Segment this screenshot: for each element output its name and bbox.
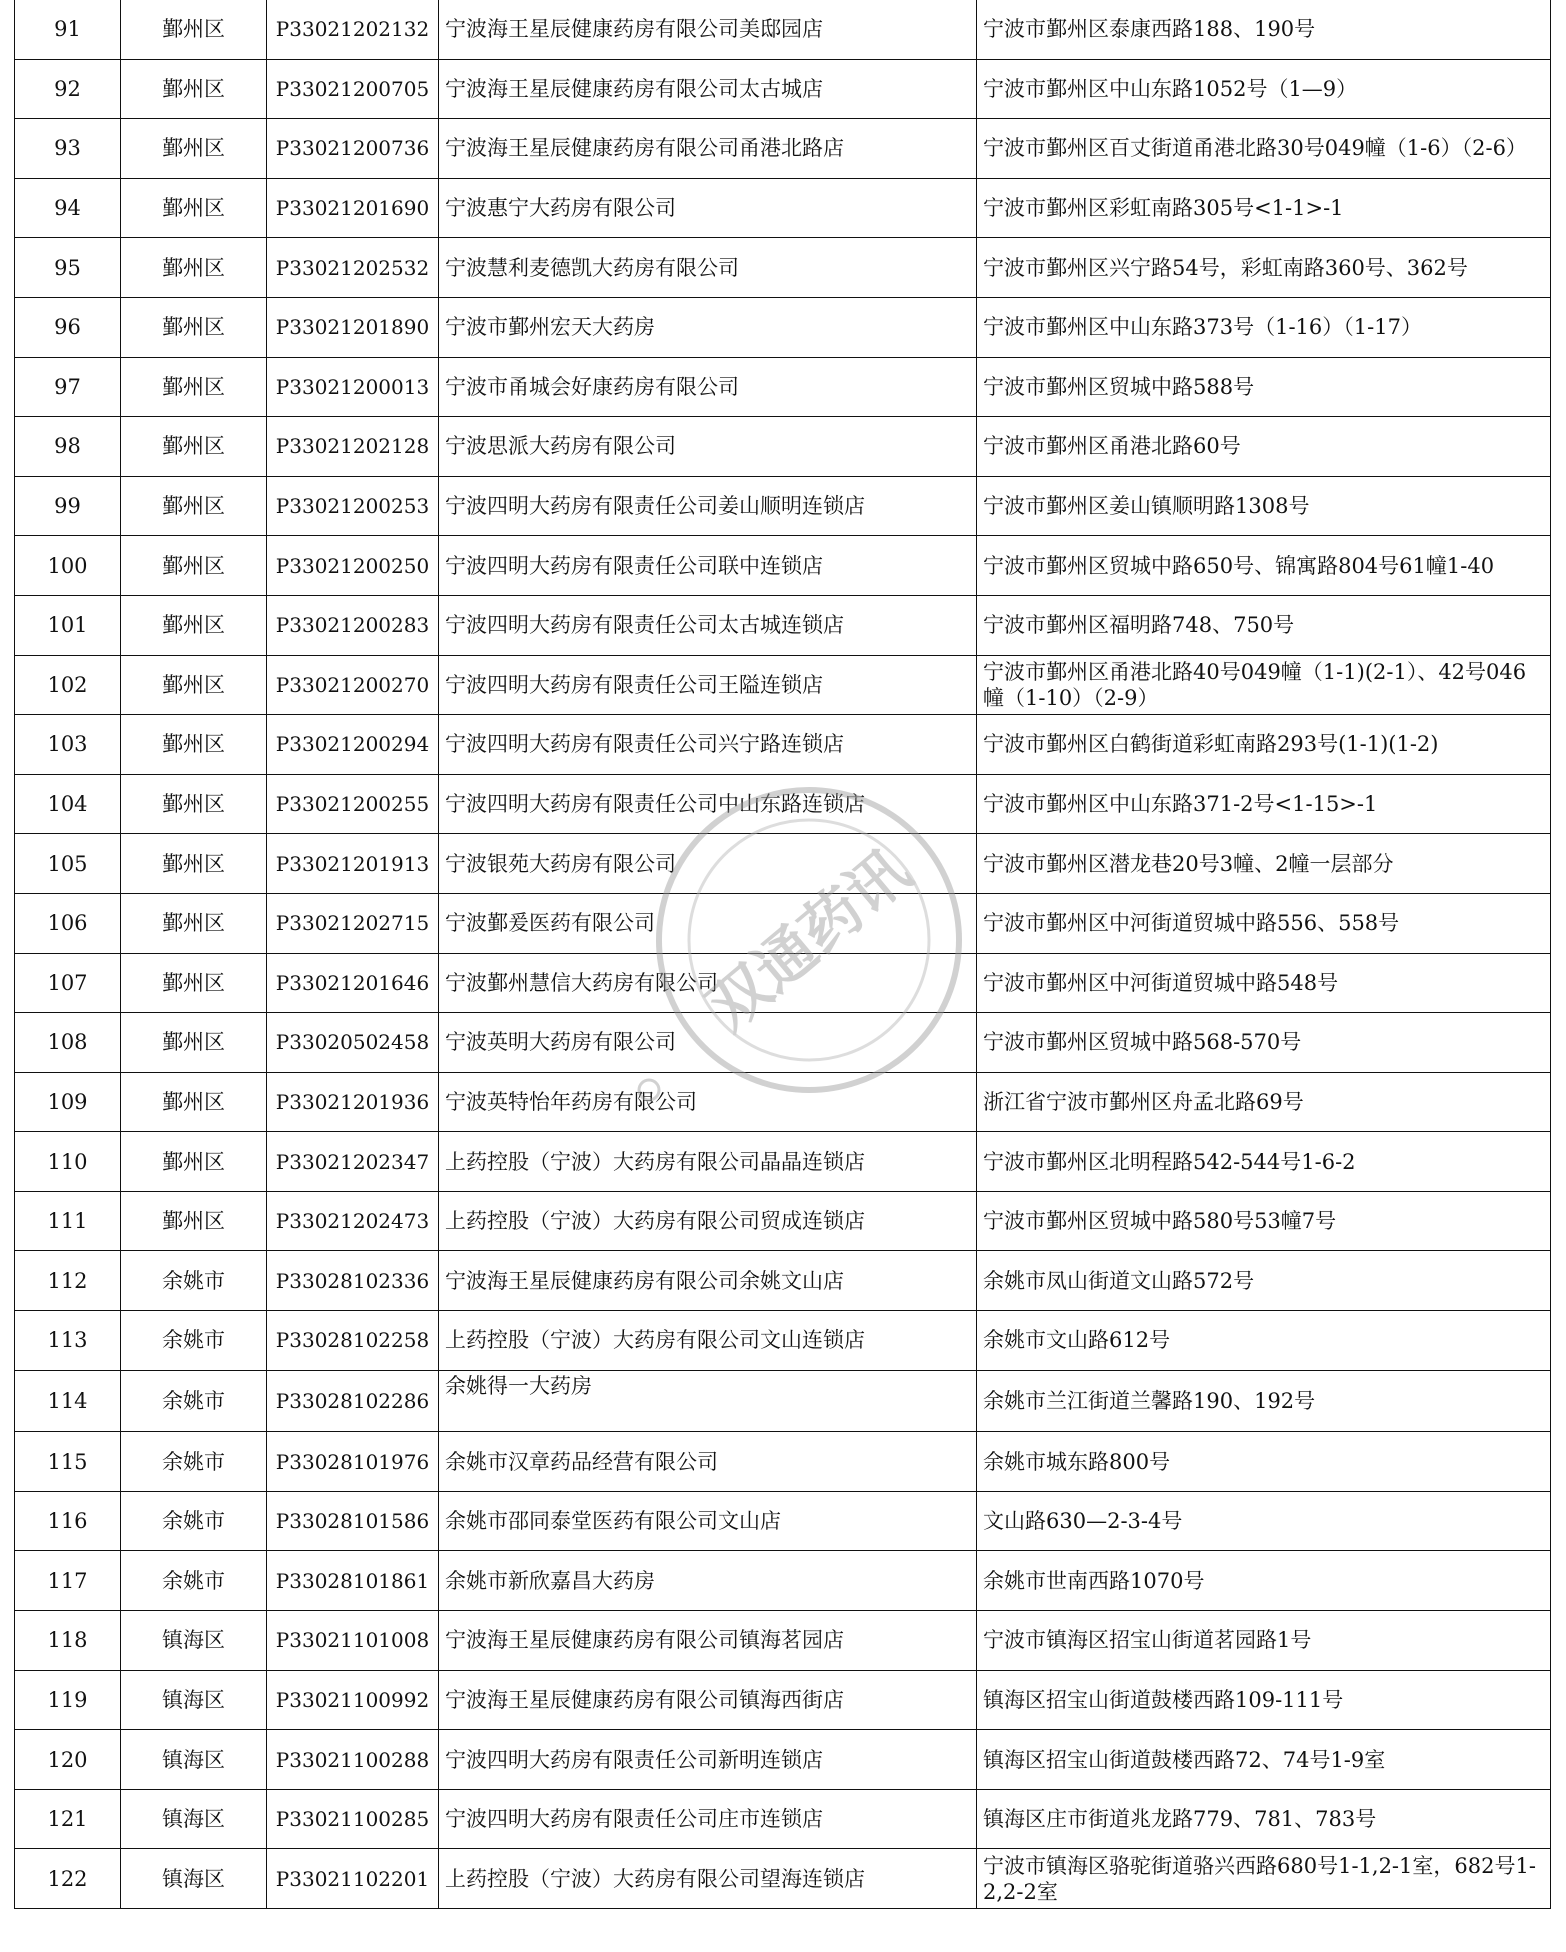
- row-address: 宁波市鄞州区贸城中路580号53幢7号: [977, 1191, 1551, 1251]
- row-license-code: P33021202532: [267, 238, 439, 298]
- row-license-code: P33028102286: [267, 1370, 439, 1432]
- row-license-code: P33021200255: [267, 774, 439, 834]
- row-district: 镇海区: [121, 1849, 267, 1909]
- row-address: 宁波市镇海区招宝山街道茗园路1号: [977, 1611, 1551, 1671]
- row-license-code: P33028101861: [267, 1551, 439, 1611]
- row-license-code: P33021200705: [267, 59, 439, 119]
- row-number: 99: [15, 476, 121, 536]
- row-pharmacy-name: 宁波市甬城会好康药房有限公司: [439, 357, 977, 417]
- table-row: [15, 0, 1551, 59]
- row-address: 宁波市鄞州区姜山镇顺明路1308号: [977, 476, 1551, 536]
- table-row: [15, 297, 1551, 357]
- row-pharmacy-name: 宁波鄞州慧信大药房有限公司: [439, 953, 977, 1013]
- row-license-code: P33021200283: [267, 595, 439, 655]
- row-license-code: P33021102201: [267, 1849, 439, 1909]
- table-row: [15, 953, 1551, 1013]
- row-address: 余姚市凤山街道文山路572号: [977, 1251, 1551, 1311]
- row-license-code: P33021202473: [267, 1191, 439, 1251]
- row-number: 105: [15, 834, 121, 894]
- row-number: 94: [15, 178, 121, 238]
- row-district: 余姚市: [121, 1251, 267, 1311]
- row-pharmacy-name: 宁波四明大药房有限责任公司太古城连锁店: [439, 595, 977, 655]
- table-row: [15, 1013, 1551, 1073]
- row-district: 鄞州区: [121, 238, 267, 298]
- row-district: 鄞州区: [121, 297, 267, 357]
- row-address: 浙江省宁波市鄞州区舟孟北路69号: [977, 1072, 1551, 1132]
- row-district: 鄞州区: [121, 774, 267, 834]
- row-pharmacy-name: 宁波四明大药房有限责任公司王隘连锁店: [439, 655, 977, 715]
- row-number: 119: [15, 1670, 121, 1730]
- row-license-code: P33021201646: [267, 953, 439, 1013]
- row-pharmacy-name: 宁波英特怡年药房有限公司: [439, 1072, 977, 1132]
- table-row: [15, 1370, 1551, 1432]
- row-number: 98: [15, 417, 121, 477]
- row-pharmacy-name: 宁波海王星辰健康药房有限公司镇海西街店: [439, 1670, 977, 1730]
- row-pharmacy-name: 上药控股（宁波）大药房有限公司望海连锁店: [439, 1849, 977, 1909]
- row-address: 余姚市文山路612号: [977, 1311, 1551, 1371]
- table-row: [15, 1132, 1551, 1192]
- row-number: 106: [15, 893, 121, 953]
- row-pharmacy-name: 宁波鄞爰医药有限公司: [439, 893, 977, 953]
- row-district: 鄞州区: [121, 834, 267, 894]
- row-pharmacy-name: 宁波四明大药房有限责任公司兴宁路连锁店: [439, 715, 977, 775]
- row-address: 宁波市鄞州区中河街道贸城中路548号: [977, 953, 1551, 1013]
- table-row: [15, 1611, 1551, 1671]
- row-address: 宁波市鄞州区贸城中路588号: [977, 357, 1551, 417]
- row-number: 113: [15, 1311, 121, 1371]
- row-license-code: P33021100288: [267, 1730, 439, 1790]
- row-license-code: P33021201913: [267, 834, 439, 894]
- row-district: 鄞州区: [121, 1191, 267, 1251]
- row-district: 鄞州区: [121, 59, 267, 119]
- table-row: [15, 655, 1551, 715]
- row-number: 120: [15, 1730, 121, 1790]
- row-district: 镇海区: [121, 1730, 267, 1790]
- table-row: [15, 1072, 1551, 1132]
- row-address: 宁波市鄞州区白鹤街道彩虹南路293号(1-1)(1-2): [977, 715, 1551, 775]
- row-district: 鄞州区: [121, 536, 267, 596]
- row-address: 宁波市鄞州区甬港北路40号049幢（1-1)(2-1）、42号046幢（1-10）（2-9）: [977, 655, 1551, 715]
- row-district: 鄞州区: [121, 715, 267, 775]
- row-license-code: P33021201890: [267, 297, 439, 357]
- row-license-code: P33021101008: [267, 1611, 439, 1671]
- row-address: 宁波市鄞州区福明路748、750号: [977, 595, 1551, 655]
- table-row: [15, 1849, 1551, 1909]
- row-district: 镇海区: [121, 1789, 267, 1849]
- row-district: 余姚市: [121, 1311, 267, 1371]
- table-row: [15, 834, 1551, 894]
- row-address: 宁波市镇海区骆驼街道骆兴西路680号1-1,2-1室，682号1-2,2-2室: [977, 1849, 1551, 1909]
- row-license-code: P33021200270: [267, 655, 439, 715]
- row-number: 111: [15, 1191, 121, 1251]
- row-number: 121: [15, 1789, 121, 1849]
- row-district: 鄞州区: [121, 178, 267, 238]
- row-district: 鄞州区: [121, 655, 267, 715]
- row-district: 鄞州区: [121, 1072, 267, 1132]
- row-district: 鄞州区: [121, 119, 267, 179]
- row-license-code: P33021100285: [267, 1789, 439, 1849]
- row-number: 104: [15, 774, 121, 834]
- row-pharmacy-name: 宁波海王星辰健康药房有限公司太古城店: [439, 59, 977, 119]
- row-address: 宁波市鄞州区甬港北路60号: [977, 417, 1551, 477]
- row-number: 91: [15, 0, 121, 59]
- row-number: 96: [15, 297, 121, 357]
- row-number: 108: [15, 1013, 121, 1073]
- table-row: [15, 893, 1551, 953]
- table-row: [15, 59, 1551, 119]
- row-license-code: P33021200253: [267, 476, 439, 536]
- row-pharmacy-name: 上药控股（宁波）大药房有限公司文山连锁店: [439, 1311, 977, 1371]
- row-license-code: P33028102336: [267, 1251, 439, 1311]
- table-row: [15, 595, 1551, 655]
- row-district: 鄞州区: [121, 893, 267, 953]
- row-pharmacy-name: 宁波惠宁大药房有限公司: [439, 178, 977, 238]
- row-pharmacy-name: 余姚市汉章药品经营有限公司: [439, 1432, 977, 1492]
- row-district: 余姚市: [121, 1370, 267, 1432]
- row-district: 鄞州区: [121, 357, 267, 417]
- row-license-code: P33021202128: [267, 417, 439, 477]
- row-number: 101: [15, 595, 121, 655]
- row-district: 鄞州区: [121, 1013, 267, 1073]
- row-pharmacy-name: 余姚得一大药房: [439, 1370, 977, 1432]
- row-license-code: P33021200294: [267, 715, 439, 775]
- row-pharmacy-name: 宁波四明大药房有限责任公司中山东路连锁店: [439, 774, 977, 834]
- row-address: 余姚市世南西路1070号: [977, 1551, 1551, 1611]
- row-number: 93: [15, 119, 121, 179]
- table-row: [15, 357, 1551, 417]
- row-address: 宁波市鄞州区中山东路1052号（1—9）: [977, 59, 1551, 119]
- row-address: 余姚市城东路800号: [977, 1432, 1551, 1492]
- row-address: 宁波市鄞州区北明程路542-544号1-6-2: [977, 1132, 1551, 1192]
- row-address: 宁波市鄞州区兴宁路54号，彩虹南路360号、362号: [977, 238, 1551, 298]
- pharmacy-list-page: [14, 0, 1550, 1909]
- table-row: [15, 1551, 1551, 1611]
- row-address: 镇海区招宝山街道鼓楼西路109-111号: [977, 1670, 1551, 1730]
- row-pharmacy-name: 宁波银苑大药房有限公司: [439, 834, 977, 894]
- table-row: [15, 1311, 1551, 1371]
- row-number: 116: [15, 1491, 121, 1551]
- row-pharmacy-name: 余姚市新欣嘉昌大药房: [439, 1551, 977, 1611]
- row-number: 95: [15, 238, 121, 298]
- table-row: [15, 119, 1551, 179]
- row-number: 107: [15, 953, 121, 1013]
- row-address: 宁波市鄞州区潜龙巷20号3幢、2幢一层部分: [977, 834, 1551, 894]
- row-license-code: P33021202347: [267, 1132, 439, 1192]
- row-number: 117: [15, 1551, 121, 1611]
- table-row: [15, 774, 1551, 834]
- row-address: 宁波市鄞州区泰康西路188、190号: [977, 0, 1551, 59]
- table-row: [15, 1491, 1551, 1551]
- row-district: 鄞州区: [121, 417, 267, 477]
- row-number: 112: [15, 1251, 121, 1311]
- row-license-code: P33021202132: [267, 0, 439, 59]
- table-row: [15, 1730, 1551, 1790]
- row-license-code: P33021201936: [267, 1072, 439, 1132]
- row-number: 97: [15, 357, 121, 417]
- table-row: [15, 1789, 1551, 1849]
- row-number: 102: [15, 655, 121, 715]
- row-address: 宁波市鄞州区彩虹南路305号<1-1>-1: [977, 178, 1551, 238]
- row-address: 宁波市鄞州区中山东路371-2号<1-15>-1: [977, 774, 1551, 834]
- row-license-code: P33021202715: [267, 893, 439, 953]
- row-district: 镇海区: [121, 1670, 267, 1730]
- table-row: [15, 417, 1551, 477]
- row-number: 100: [15, 536, 121, 596]
- row-number: 92: [15, 59, 121, 119]
- table-row: [15, 1432, 1551, 1492]
- row-pharmacy-name: 宁波海王星辰健康药房有限公司甬港北路店: [439, 119, 977, 179]
- row-license-code: P33028101976: [267, 1432, 439, 1492]
- row-license-code: P33021200736: [267, 119, 439, 179]
- row-pharmacy-name: 宁波海王星辰健康药房有限公司镇海茗园店: [439, 1611, 977, 1671]
- row-district: 鄞州区: [121, 595, 267, 655]
- pharmacy-table: [14, 0, 1551, 1909]
- row-address: 镇海区招宝山街道鼓楼西路72、74号1-9室: [977, 1730, 1551, 1790]
- row-number: 122: [15, 1849, 121, 1909]
- table-row: [15, 1251, 1551, 1311]
- row-district: 镇海区: [121, 1611, 267, 1671]
- watermark-text: 双通药讯: [694, 836, 924, 1044]
- row-pharmacy-name: 上药控股（宁波）大药房有限公司晶晶连锁店: [439, 1132, 977, 1192]
- row-number: 115: [15, 1432, 121, 1492]
- row-pharmacy-name: 余姚市邵同泰堂医药有限公司文山店: [439, 1491, 977, 1551]
- row-address: 余姚市兰江街道兰馨路190、192号: [977, 1370, 1551, 1432]
- row-district: 鄞州区: [121, 476, 267, 536]
- row-address: 镇海区庄市街道兆龙路779、781、783号: [977, 1789, 1551, 1849]
- row-license-code: P33021100992: [267, 1670, 439, 1730]
- row-number: 103: [15, 715, 121, 775]
- row-district: 余姚市: [121, 1432, 267, 1492]
- row-district: 余姚市: [121, 1491, 267, 1551]
- row-number: 114: [15, 1370, 121, 1432]
- row-pharmacy-name: 宁波四明大药房有限责任公司联中连锁店: [439, 536, 977, 596]
- table-row: [15, 536, 1551, 596]
- table-row: [15, 238, 1551, 298]
- table-row: [15, 1191, 1551, 1251]
- row-address: 宁波市鄞州区贸城中路650号、锦寓路804号61幢1-40: [977, 536, 1551, 596]
- row-district: 鄞州区: [121, 0, 267, 59]
- row-license-code: P33021200013: [267, 357, 439, 417]
- row-district: 鄞州区: [121, 1132, 267, 1192]
- row-pharmacy-name: 上药控股（宁波）大药房有限公司贸成连锁店: [439, 1191, 977, 1251]
- table-row: [15, 476, 1551, 536]
- row-license-code: P33021200250: [267, 536, 439, 596]
- row-pharmacy-name: 宁波四明大药房有限责任公司新明连锁店: [439, 1730, 977, 1790]
- table-row: [15, 178, 1551, 238]
- row-license-code: P33028101586: [267, 1491, 439, 1551]
- row-pharmacy-name: 宁波市鄞州宏天大药房: [439, 297, 977, 357]
- row-address: 宁波市鄞州区中山东路373号（1-16）（1-17）: [977, 297, 1551, 357]
- row-number: 109: [15, 1072, 121, 1132]
- row-address: 宁波市鄞州区中河街道贸城中路556、558号: [977, 893, 1551, 953]
- row-pharmacy-name: 宁波四明大药房有限责任公司庄市连锁店: [439, 1789, 977, 1849]
- row-license-code: P33021201690: [267, 178, 439, 238]
- row-district: 鄞州区: [121, 953, 267, 1013]
- row-pharmacy-name: 宁波英明大药房有限公司: [439, 1013, 977, 1073]
- row-district: 余姚市: [121, 1551, 267, 1611]
- row-number: 110: [15, 1132, 121, 1192]
- row-pharmacy-name: 宁波海王星辰健康药房有限公司美邸园店: [439, 0, 977, 59]
- table-row: [15, 715, 1551, 775]
- row-pharmacy-name: 宁波思派大药房有限公司: [439, 417, 977, 477]
- row-address: 宁波市鄞州区百丈街道甬港北路30号049幢（1-6）（2-6）: [977, 119, 1551, 179]
- row-pharmacy-name: 宁波慧利麦德凯大药房有限公司: [439, 238, 977, 298]
- row-address: 宁波市鄞州区贸城中路568-570号: [977, 1013, 1551, 1073]
- pharmacy-table-body: [15, 0, 1551, 1909]
- row-address: 文山路630—2-3-4号: [977, 1491, 1551, 1551]
- row-license-code: P33020502458: [267, 1013, 439, 1073]
- row-number: 118: [15, 1611, 121, 1671]
- row-pharmacy-name: 宁波海王星辰健康药房有限公司余姚文山店: [439, 1251, 977, 1311]
- row-license-code: P33028102258: [267, 1311, 439, 1371]
- table-row: [15, 1670, 1551, 1730]
- row-pharmacy-name: 宁波四明大药房有限责任公司姜山顺明连锁店: [439, 476, 977, 536]
